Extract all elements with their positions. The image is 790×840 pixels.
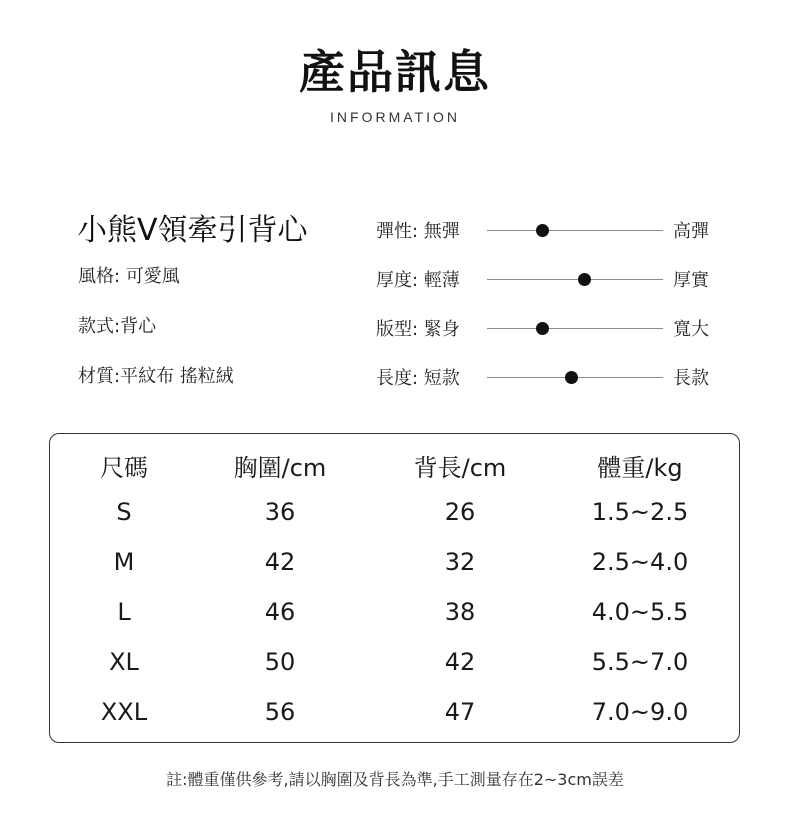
table-cell-back-length: 26: [444, 498, 476, 526]
scale-marker: [578, 273, 591, 286]
footnote: 註:體重僅供參考,請以胸圍及背長為準,手工測量存在2~3cm誤差: [166, 770, 624, 789]
size-table: [49, 433, 740, 743]
table-cell-back-length: 32: [444, 548, 476, 576]
scale-elasticity: [376, 215, 721, 245]
scale-end-label: 長款: [673, 368, 709, 389]
scale-track: [487, 230, 663, 231]
table-cell-chest: 56: [264, 698, 296, 726]
table-cell-chest: 42: [264, 548, 296, 576]
table-cell-weight: 7.0~9.0: [591, 698, 689, 726]
attribute-material: 材質:平紋布 搖粒絨: [78, 366, 234, 387]
table-cell-size: S: [116, 498, 132, 526]
table-header-chest: 胸圍/cm: [233, 454, 327, 482]
scale-fit: [376, 313, 721, 343]
scale-length: [376, 362, 721, 392]
table-cell-chest: 50: [264, 648, 296, 676]
table-cell-size: L: [117, 598, 131, 626]
attribute-style: 風格: 可愛風: [78, 266, 180, 287]
table-cell-weight: 1.5~2.5: [591, 498, 689, 526]
scale-end-label: 厚實: [673, 270, 709, 291]
table-cell-back-length: 38: [444, 598, 476, 626]
table-cell-size: XXL: [100, 698, 148, 726]
table-cell-size: M: [113, 548, 135, 576]
attribute-type: 款式:背心: [78, 316, 157, 337]
scale-label: 長度: 短款: [376, 368, 460, 389]
table-cell-weight: 5.5~7.0: [591, 648, 689, 676]
scale-marker: [536, 224, 549, 237]
scale-label: 厚度: 輕薄: [376, 270, 460, 291]
table-cell-size: XL: [109, 648, 139, 676]
table-cell-back-length: 47: [444, 698, 476, 726]
page-subtitle: INFORMATION: [330, 109, 460, 125]
scale-end-label: 高彈: [673, 221, 709, 242]
table-cell-chest: 36: [264, 498, 296, 526]
table-cell-weight: 2.5~4.0: [591, 548, 689, 576]
scale-label: 彈性: 無彈: [376, 221, 460, 242]
scale-marker: [536, 322, 549, 335]
table-cell-back-length: 42: [444, 648, 476, 676]
page-title: 產品訊息: [299, 45, 491, 99]
table-header-weight: 體重/kg: [597, 454, 683, 482]
scale-track: [487, 377, 663, 378]
table-cell-chest: 46: [264, 598, 296, 626]
table-header-back-length: 背長/cm: [413, 454, 507, 482]
product-name: 小熊V領牽引背心: [77, 213, 308, 248]
scale-track: [487, 328, 663, 329]
scale-end-label: 寬大: [673, 319, 709, 340]
scale-thickness: [376, 264, 721, 294]
scale-track: [487, 279, 663, 280]
scale-marker: [565, 371, 578, 384]
table-cell-weight: 4.0~5.5: [591, 598, 689, 626]
scale-label: 版型: 緊身: [376, 319, 460, 340]
table-header-size: 尺碼: [100, 454, 148, 482]
